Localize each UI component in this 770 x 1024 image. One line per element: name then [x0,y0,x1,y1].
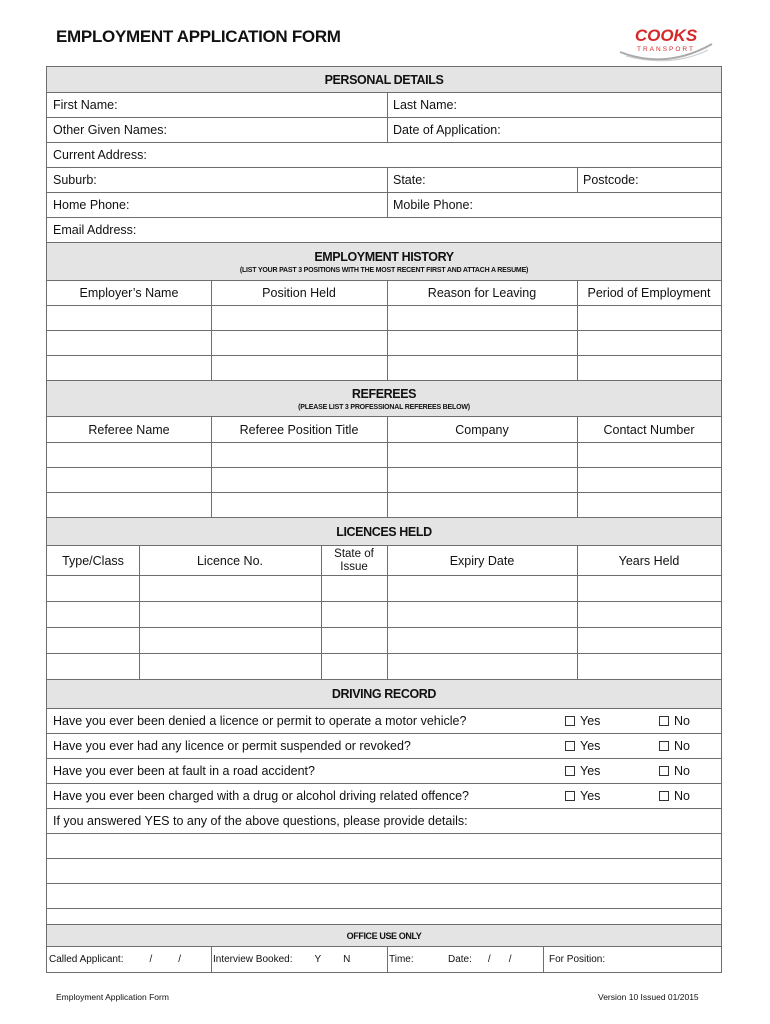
mobile-phone-field[interactable] [387,193,721,217]
yes-checkbox[interactable] [565,709,600,733]
date-slash: / [149,954,153,965]
other-names-field[interactable] [47,118,387,142]
licences-columns-row [46,546,722,576]
time-label: Time: [389,954,414,965]
personal-details-heading: PERSONAL DETAILS [324,72,444,87]
yes-checkbox[interactable] [565,734,600,758]
details-line[interactable] [46,884,722,909]
home-phone-label: Home Phone: [53,198,130,212]
details-line[interactable] [46,909,722,925]
referee-entry-row[interactable] [46,468,722,493]
other-names-label: Other Given Names: [53,123,167,137]
driving-record-header [46,680,722,709]
contact-number-column: Contact Number [603,422,695,437]
mobile-phone-label: Mobile Phone: [393,198,473,212]
suburb-label: Suburb: [53,173,97,187]
date-of-application-label: Date of Application: [393,123,501,137]
last-name-field[interactable] [387,93,721,117]
period-of-employment-column: Period of Employment [587,286,711,300]
home-phone-field[interactable] [47,193,387,217]
office-use-heading: OFFICE USE ONLY [346,930,422,941]
suburb-row [46,168,722,193]
driving-question-row [46,784,722,809]
referee-name-column: Referee Name [88,422,170,437]
no-checkbox[interactable] [659,759,690,783]
other-names-row [46,118,722,143]
referee-position-column: Referee Position Title [239,422,359,437]
time-field[interactable] [389,947,449,972]
years-held-column: Years Held [618,553,680,568]
phone-row [46,193,722,218]
checkbox-icon [565,766,575,776]
employment-columns-row [46,281,722,306]
date-of-application-field[interactable] [387,118,721,142]
form-title: EMPLOYMENT APPLICATION FORM [56,27,341,46]
postcode-label: Postcode: [583,173,639,187]
state-label: State: [393,173,426,187]
date-slash: / [508,954,512,965]
email-row [46,218,722,243]
employment-history-subheading: (LIST YOUR PAST 3 POSITIONS WITH THE MOST RECENT FIRST AND ATTACH A RESUME) [239,266,529,274]
driving-question-text: Have you ever had any licence or permit suspended or revoked? [53,739,411,753]
driving-question-row [46,734,722,759]
driving-question-row [46,759,722,784]
company-column: Company [455,422,509,437]
checkbox-icon [565,716,575,726]
driving-question-row [46,709,722,734]
date-label: Date: [448,954,472,965]
no-checkbox[interactable] [659,734,690,758]
name-row [46,93,722,118]
position-held-column: Position Held [262,286,336,300]
no-label: No [674,764,690,778]
first-name-field[interactable] [47,93,387,117]
details-prompt-row [46,809,722,834]
address-row [46,143,722,168]
driving-question-text: Have you ever been at fault in a road accident? [53,764,315,778]
email-field[interactable] [47,218,721,242]
employment-entry-row[interactable] [46,331,722,356]
checkbox-icon [659,791,669,801]
first-name-label: First Name: [53,98,118,112]
licence-entry-row[interactable] [46,602,722,628]
last-name-label: Last Name: [393,98,457,112]
personal-details-header [46,66,722,93]
for-position-label: For Position: [549,954,606,965]
referees-columns-row [46,417,722,443]
yes-option[interactable]: Y [314,954,322,965]
current-address-label: Current Address: [53,148,147,162]
logo-word: COOKS [634,26,698,45]
details-line[interactable] [46,859,722,884]
expiry-date-column: Expiry Date [449,553,515,568]
called-applicant-label: Called Applicant: [49,954,124,965]
interview-booked-field[interactable] [213,947,385,972]
employer-name-column: Employer’s Name [79,286,179,300]
yes-checkbox[interactable] [565,784,600,808]
postcode-field[interactable] [577,168,721,192]
email-label: Email Address: [53,223,137,237]
no-label: No [674,714,690,728]
yes-label: Yes [580,789,601,803]
checkbox-icon [565,791,575,801]
driving-record-heading: DRIVING RECORD [331,687,437,701]
referees-subheading: (PLEASE LIST 3 PROFESSIONAL REFEREES BELOW) [298,403,470,411]
driving-question-text: Have you ever been charged with a drug or alcohol driving related offence? [53,789,470,803]
footer-form-name: Employment Application Form [56,992,169,1002]
state-of-issue-column: State of Issue [334,547,374,573]
licence-no-column: Licence No. [196,553,263,568]
called-applicant-field[interactable] [49,947,209,972]
yes-checkbox[interactable] [565,759,600,783]
type-class-column: Type/Class [62,553,124,568]
no-label: No [674,789,690,803]
no-label: No [674,739,690,753]
yes-label: Yes [580,714,601,728]
footer-version: Version 10 Issued 01/2015 [598,992,699,1002]
employment-history-heading: EMPLOYMENT HISTORY [314,249,454,264]
no-option[interactable]: N [343,954,351,965]
employment-entry-row[interactable] [46,306,722,331]
referees-header [46,381,722,417]
suburb-field[interactable] [47,168,387,192]
checkbox-icon [659,766,669,776]
referee-entry-row[interactable] [46,493,722,518]
for-position-field[interactable] [549,947,721,972]
licence-entry-row[interactable] [46,576,722,602]
employment-history-header [46,243,722,281]
office-use-row [46,947,722,973]
details-line[interactable] [46,834,722,859]
date-slash: / [487,954,491,965]
checkbox-icon [565,741,575,751]
yes-label: Yes [580,739,601,753]
logo-sub: TRANSPORT [637,46,695,53]
state-field[interactable] [387,168,577,192]
licence-entry-row[interactable] [46,628,722,654]
checkbox-icon [659,716,669,726]
yes-label: Yes [580,764,601,778]
current-address-field[interactable] [47,143,721,167]
licences-heading: LICENCES HELD [336,524,432,539]
referee-entry-row[interactable] [46,443,722,468]
date-slash: / [178,954,182,965]
office-use-header [46,925,722,947]
cooks-transport-logo [616,22,716,66]
referees-heading: REFEREES [351,386,417,401]
reason-for-leaving-column: Reason for Leaving [427,286,537,300]
no-checkbox[interactable] [659,709,690,733]
details-prompt: If you answered YES to any of the above questions, please provide details: [53,814,468,828]
application-form [46,66,722,973]
checkbox-icon [659,741,669,751]
licences-header [46,518,722,546]
no-checkbox[interactable] [659,784,690,808]
driving-question-text: Have you ever been denied a licence or permit to operate a motor vehicle? [53,714,467,728]
employment-entry-row[interactable] [46,356,722,381]
licence-entry-row[interactable] [46,654,722,680]
interview-booked-label: Interview Booked: [213,954,293,965]
